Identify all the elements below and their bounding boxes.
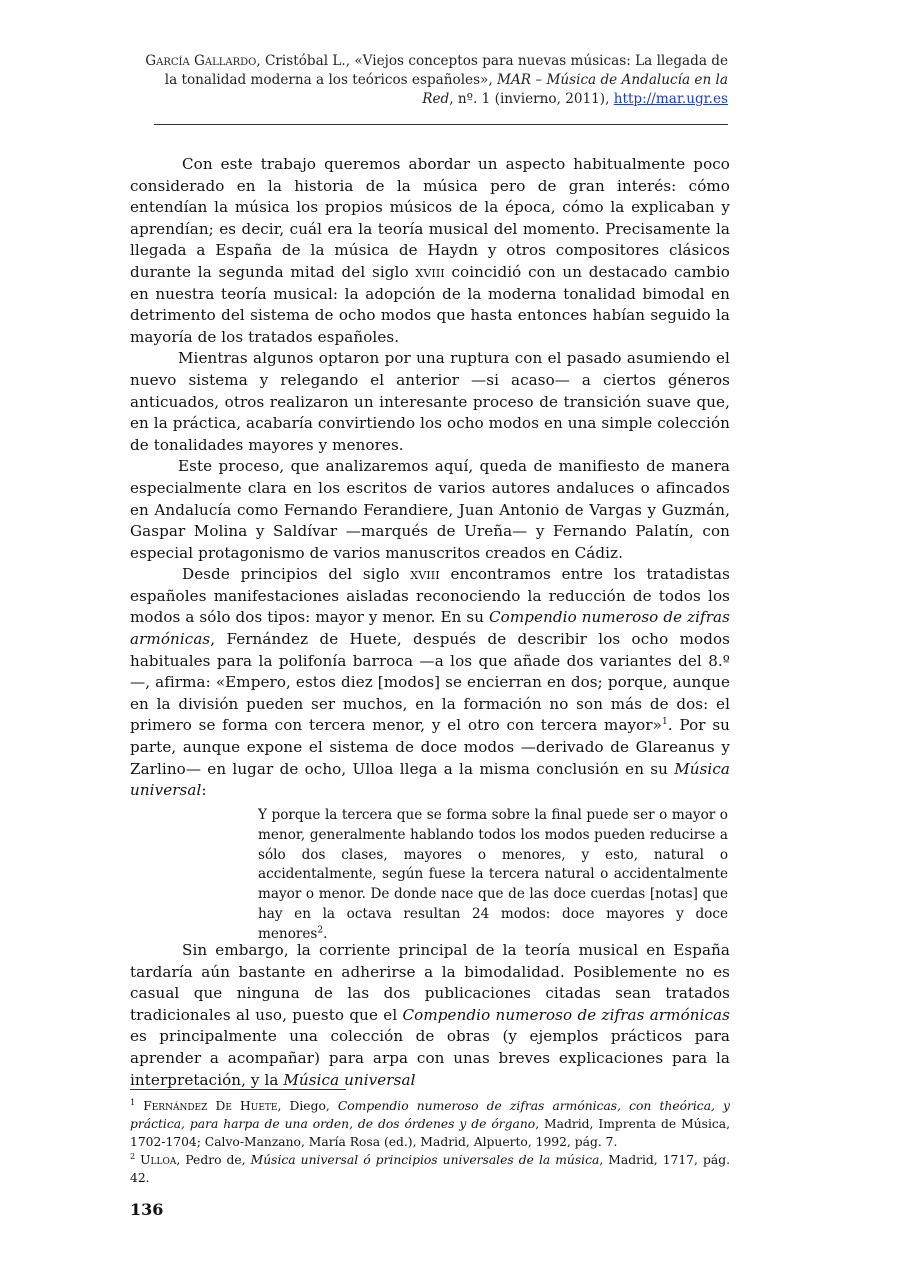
footnote-title: Compendio numeroso de zifras armónicas, con theórica, y práctica, para harpa de una orden, de dos órdenes y de órgano: [130, 1099, 730, 1131]
header-journal: MAR – Música de Andalucía en la Red: [422, 72, 728, 107]
page-number: 136: [130, 1200, 164, 1219]
paragraph-5-text-a: Sin embargo, la corriente principal de la teoría musical en España tardaría aún bastante en adherirse a la bimodalidad. Posiblemente no es casual que ninguna de las dos publicaciones citadas sean tratados tradicionales al uso, puesto que el: [130, 941, 730, 1024]
century-numeral: xviii: [410, 565, 440, 584]
footnote-number: 2: [130, 1151, 136, 1161]
header-link[interactable]: http://mar.ugr.es: [613, 91, 728, 107]
paragraph-1-text: Con este trabajo queremos abordar un aspecto habitualmente poco considerado en la historia de la música pero de gran interés: cómo entendían la música los propios músicos de la época, cómo la explicaban y aprendían; es decir, cuál era la teoría musical del momento. Precisamente la llegada a España de la música de Haydn y otros compositores clásicos durante la segunda mitad del siglo: [130, 155, 730, 281]
book-title: Música universal: [130, 759, 730, 800]
paragraph-5: [130, 940, 730, 1091]
quote-end: .: [323, 925, 328, 942]
paragraph-4: [130, 564, 730, 802]
paragraph-4-text-c: , Fernández de Huete, después de describir los ocho modos habituales para la polifonía barroca —a los que añade dos variantes del 8.º—, afirma: «Empero, estos diez [modos] se encierran en dos; porque, aunque en la división pueden ser muchos, en la formación no son más de dos: el primero se forma con tercera menor, y el otro con tercera mayor»: [130, 630, 730, 735]
footnote-text: , Pedro de,: [176, 1153, 251, 1167]
footnote-rule: [130, 1089, 346, 1090]
footnote-1: [130, 1097, 730, 1151]
header-citation: , Cristóbal L., «Viejos conceptos para nuevas músicas: La llegada de la tonalidad moderna a los teóricos españoles»,: [164, 53, 728, 88]
paragraph-1-rest: coincidió con un destacado cambio en nuestra teoría musical: la adopción de la moderna tonalidad bimodal en detrimento del sistema de ocho modos que hasta entonces habían seguido la mayoría de los tratados españoles.: [130, 262, 730, 346]
paragraph-4-text-d: . Por su parte, aunque expone el sistema de doce modos —derivado de Glareanus y Zarlino— en lugar de ocho, Ulloa llega a la misma conclusión en su: [130, 716, 730, 778]
book-title: Compendio numeroso de zifras armónicas: [402, 1005, 731, 1024]
footnote-ref-2[interactable]: 2: [317, 925, 324, 936]
footnote-2: [130, 1151, 730, 1187]
footnote-text: , Madrid, Imprenta de Música, 1702-1704; Calvo-Manzano, María Rosa (ed.), Madrid, Alpuerto, 1992, pág. 7.: [130, 1117, 730, 1149]
footnote-ref-1[interactable]: 1: [662, 717, 668, 728]
footnote-author: Fernández De Huete: [143, 1099, 278, 1113]
header-rule: [154, 124, 728, 125]
book-title: Música universal: [283, 1070, 416, 1089]
quote-paragraph: [258, 806, 728, 945]
running-header: [130, 52, 728, 109]
main-text: [130, 154, 730, 802]
paragraph-4-text-e: :: [201, 781, 207, 800]
quote-text: Y porque la tercera que se forma sobre la final puede ser o mayor o menor, generalmente hablando todos los modos pueden reducirse a sólo dos clases, mayores o menores, y esto, natural o accidentalmente, según fuese la tercera natural o accidentalmente mayor o menor. De donde nace que de las doce cuerdas [notas] que hay en la octava resultan 24 modos: doce mayores y doce menores: [258, 807, 728, 942]
header-author: García Gallardo: [145, 53, 257, 69]
paragraph-4-text-b: encontramos entre los tratadistas españoles manifestaciones aisladas reconociendo la reducción de todos los modos a sólo dos tipos: mayor y menor. En su: [130, 565, 730, 627]
paragraph-5-text-b: es principalmente una colección de obras (y ejemplos prácticos para aprender a acompañar) para arpa con unas breves explicaciones para la interpretación, y la: [130, 1027, 730, 1089]
header-issue: , nº. 1 (invierno, 2011),: [449, 91, 614, 107]
paragraph-4-text-a: Desde principios del siglo: [182, 565, 400, 584]
footnote-title: Música universal ó principios universales de la música: [250, 1153, 600, 1167]
paragraph-1: [130, 154, 730, 348]
main-text-continued: [130, 940, 730, 1091]
footnote-author: Ulloa: [140, 1153, 177, 1167]
century-numeral: xviii: [415, 262, 445, 281]
footnotes: [130, 1097, 730, 1187]
footnote-text: , Diego,: [277, 1099, 338, 1113]
paragraph-2: Mientras algunos optaron por una ruptura con el pasado asumiendo el nuevo sistema y relegando el anterior —si acaso— a ciertos géneros anticuados, otros realizaron un interesante proceso de transición suave que, en la práctica, acabaría convirtiendo los ocho modos en una simple colección de tonalidades mayores y menores.: [130, 349, 730, 454]
block-quote: [258, 806, 728, 945]
footnote-number: 1: [130, 1097, 136, 1107]
footnote-text: , Madrid, 1717, pág. 42.: [130, 1153, 730, 1185]
paragraph-3: Este proceso, que analizaremos aquí, queda de manifiesto de manera especialmente clara en los escritos de varios autores andaluces o afincados en Andalucía como Fernando Ferandiere, Juan Antonio de Vargas y Guzmán, Gaspar Molina y Saldívar —marqués de Ureña— y Fernando Palatín, con especial protagonismo de varios manuscritos creados en Cádiz.: [130, 457, 730, 562]
book-title: Compendio numeroso de zifras armónicas: [130, 608, 731, 649]
